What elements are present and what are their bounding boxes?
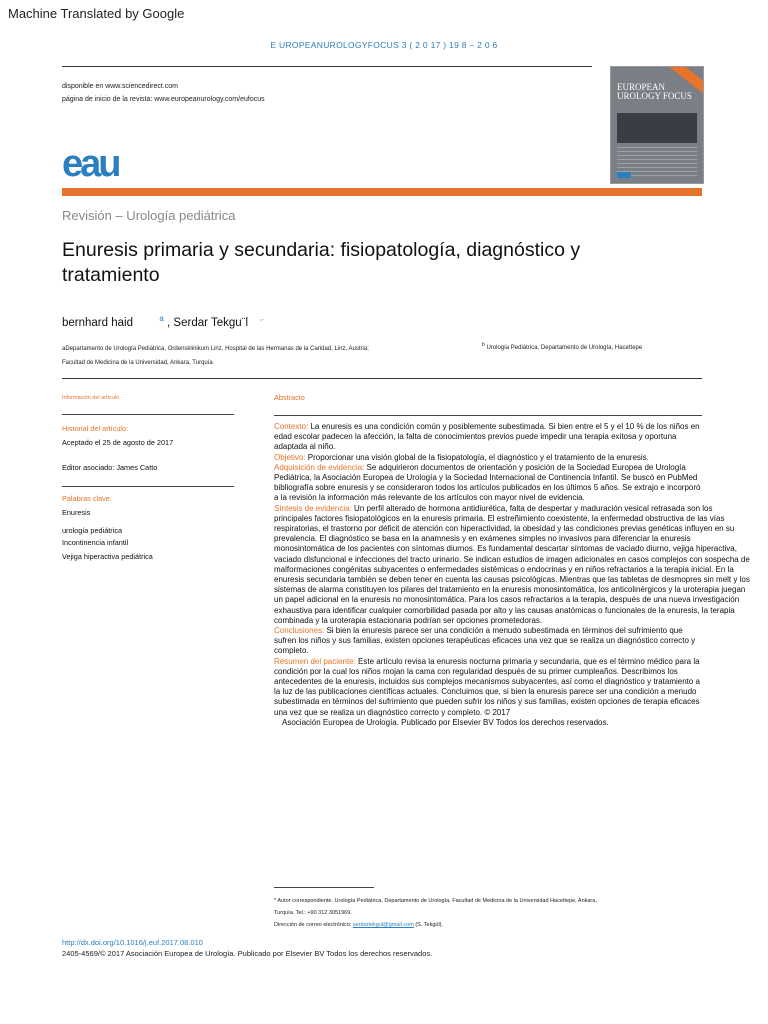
keyword: Incontinencia infantil [62,538,129,547]
context-text: La enuresis es una condición común y posiblemente subestimada. Si bien entre el 5 y el 10 % de los niños en edad escolar padecen la afección, la falta de conocimientos previos puede impedir una terapia exitosa y oportuna adaptada al niño. [274,422,700,452]
divider [62,414,234,415]
eau-logo [62,144,138,184]
conclusions-label: Conclusiones: [274,626,325,636]
affiliation-b-text: Urología Pediátrica, Departamento de Urología, Hacettepe [486,345,643,351]
abstract-heading: Abstracto [274,393,305,402]
email-link[interactable]: serdartekgul@gmail.com [352,922,414,928]
author-1[interactable]: bernhard haid [62,316,133,329]
keyword: Vejiga hiperactiva pediátrica [62,552,153,561]
divider [62,378,702,379]
affiliation-mark-b[interactable]: b,* [260,318,265,322]
summary-text: Este artículo revisa la enuresis nocturna primaria y secundaria, que es el término médico para la condición por la cual los niños mojan la cama con regularidad después de su primer cumpleaños. Describimos los antecedentes de la enuresis, incluidos sus complejos mecanismos subyacentes, así como el diagnóstico y tratamiento a la luz de las publicaciones científicas actuales. Concluimos que, si bien la enuresis parece ser una condición a menudo subestimada en términos del sufrimiento que pueden sufrir los niños y sus familias, existen opciones de terapia eficaces una vez que se realiza un diagnóstico correcto y completo. © 2017 [274,656,701,717]
keyword: urología pediátrica [62,526,123,535]
footnote [274,895,704,931]
footnote-line: Turquía. Tel.: +90 312 3051969. [274,910,352,916]
issn-line: 2405-4569/© 2017 Asociación Europea de Urología. Publicado por Elsevier BV Todos los derechos reservados. [62,949,433,958]
divider [62,66,592,67]
affiliation-b [482,342,642,351]
abstract-body [274,422,759,728]
author-list [62,314,264,329]
divider [274,415,702,416]
abstract-evidence [274,463,702,504]
abstract-objective [274,453,702,463]
synthesis-text: Un perfil alterado de hormona antidiurética, falta de despertar y maduración vesical retrasada son los principales factores fisiopatológicos en la enuresis primaria. El estreñimiento coexistente, la enfermedad obstructiva de las vías respiratorias, el trastorno por déficit de atención con hiperactividad, la obesidad y las condiciones previas genéticas influyen en su prevalencia. El diagnóstico se basa en la anamnesis y en exámenes simples no invasivos para diferenciar la enuresis monosintomática de los pacientes con síntomas diurnos. Es fundamental descartar síntomas de vaciado diurno, vejiga hiperactiva, vaciado disfuncional e infecciones del tracto urinario. Se indican estudios de imagen adicionales en casos complejos con sospecha de malformaciones congénitas subyacentes o enfermedades sistémicas o endocrinas y en niños refractarios a la terapia inicial. En la enuresis secundaria también se deben tener en cuenta las causas psicológicas. Mientras que las tabletas de desmopres sin melt y los sistemas de alarma constituyen los pilares del tratamiento en la enuresis monosintomática, los anticolinérgicos y la uroterapia juegan un papel adicional en la enuresis no monosintomática. Para los casos refractarios a la terapia, después de una nueva investigación exhaustiva para identificar cualquier comorbilidad pasada por alto y las causas anatómicas o funcionales de la enuresis, la terapia combinada y la uroterapia estacionaria podrían ser opciones prometedoras. [274,503,750,625]
journal-citation[interactable]: E UROPEANUROLOGYFOCUS 3 ( 2 0 17 ) 19 8 – 2 0 6 [270,40,498,50]
footnote-email-line [274,919,704,931]
translation-banner: Machine Translated by Google [8,6,185,21]
doi-link[interactable]: http://dx.doi.org/10.1016/j.euf.2017.08.010 [62,938,203,947]
abstract-copyright: Asociación Europea de Urología. Publicado por Elsevier BV Todos los derechos reservados. [282,717,609,727]
evidence-label: Adquisición de evidencia: [274,462,365,472]
history-label: Historial del artículo: [62,424,129,433]
abstract-patient-summary [274,657,702,718]
summary-label: Resumen del paciente: [274,656,356,666]
objective-text: Proporcionar una visión global de la fisiopatología, el diagnóstico y el tratamiento de la enuresis. [305,452,649,462]
keywords-label: Palabras clave: [62,494,112,503]
cover-logo [617,172,631,178]
keyword: Enuresis [62,508,91,517]
header-bar [62,188,702,196]
abstract-conclusions [274,626,702,657]
affiliation-mark-a[interactable]: a [159,314,164,323]
divider [62,486,234,487]
availability-info [62,80,265,106]
associate-editor: Editor asociado: James Catto [62,463,158,472]
email-suffix: (S. Tekgül). [413,922,444,928]
evidence-text: Se adquirieron documentos de orientación y posición de la Sociedad Europea de Urología Pediátrica, la Asociación Europea de Urología y la Sociedad Internacional de Continencia Infantil. Se buscó en PubMed bibliografía sobre enuresis y se consideraron todos los artículos publicados en los últimos 5 años. Se extrajo e incorporó a la revisión la información más relevante de los artículos con mayor nivel de evidencia. [274,462,701,503]
homepage-link[interactable]: página de inicio de la revista: www.europeanurology.com/eufocus [62,96,265,103]
accepted-date: Aceptado el 25 de agosto de 2017 [62,438,174,447]
author-2[interactable]: , Serdar Tekgu¨l [167,316,249,329]
article-info-heading: Información del artículo [62,395,120,401]
journal-cover[interactable] [610,66,704,184]
email-prefix: Dirección de correo electrónico: [274,922,353,928]
cover-title: EUROPEAN UROLOGY FOCUS [617,82,692,101]
synthesis-label: Síntesis de evidencia: [274,503,352,513]
conclusions-text: Si bien la enuresis parece ser una condición a menudo subestimada en términos del sufrimiento que sufren los niños y sus familias, existen opciones terapéuticas eficaces una vez que se realiza un diagnóstico correcto y completo. [274,626,696,656]
abstract-context [274,422,702,453]
affiliation-a: aDepartamento de Urología Pediátrica, Ordensklinikum Linz, Hospital de las Hermanas de la Caridad, Linz, Austria; [62,346,369,352]
affiliation-b-continued: Facultad de Medicina de la Universidad, Ankara, Turquía [62,360,213,366]
objective-label: Objetivo: [274,452,306,462]
footnote-line: * Autor correspondiente. Urología Pediátrica, Departamento de Urología, Facultad de Medicina de la Universidad Hacettepe, Ankara, [274,898,597,904]
cover-image [617,113,697,143]
sciencedirect-link[interactable]: disponible en www.sciencedirect.com [62,83,178,90]
affiliation-b-mark: b [482,342,485,348]
context-label: Contexto: [274,422,309,431]
divider [274,887,374,888]
article-title: Enuresis primaria y secundaria: fisiopatología, diagnóstico y tratamiento [62,239,581,286]
section-label: Revisión – Urología pediátrica [62,208,236,223]
abstract-synthesis [274,504,752,626]
eau-logo-text: eau [62,144,119,184]
